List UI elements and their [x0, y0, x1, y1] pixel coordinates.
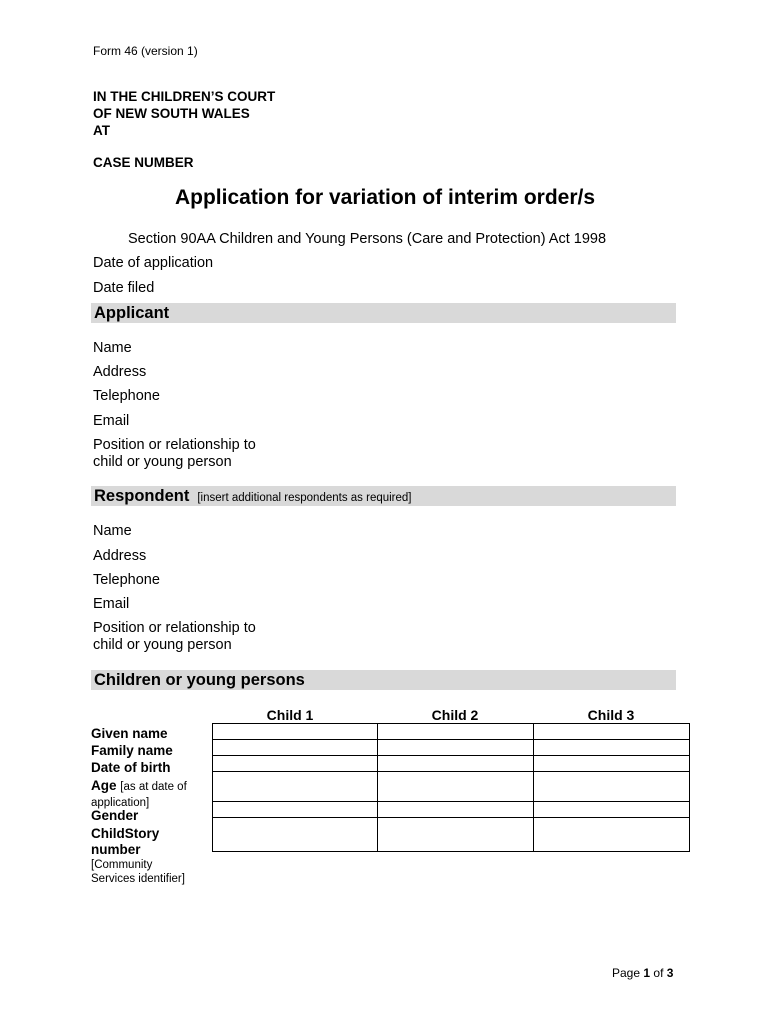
- given-name-label: Given name: [91, 726, 168, 741]
- age-note-line-2: application]: [91, 797, 150, 809]
- respondent-section-bar: [91, 486, 676, 506]
- respondent-note: [insert additional respondents as required]: [197, 492, 412, 504]
- applicant-position-line-2: child or young person: [93, 454, 232, 470]
- table-row-family-name: [213, 740, 690, 756]
- section-reference: Section 90AA Children and Young Persons (Care and Protection) Act 1998: [128, 231, 607, 247]
- court-heading: [93, 88, 275, 139]
- gender-child-3-cell[interactable]: [534, 802, 690, 818]
- date-of-birth-child-1-cell[interactable]: [213, 756, 378, 772]
- footer-page-word: Page: [612, 966, 641, 980]
- respondent-position-label: [93, 620, 256, 654]
- age-label: [91, 778, 187, 811]
- column-header-child-1: Child 1: [266, 707, 314, 723]
- childstory-label: [91, 826, 185, 886]
- family-name-child-1-cell[interactable]: [213, 740, 378, 756]
- table-row-childstory-number: [213, 818, 690, 852]
- footer-of-word: of: [653, 966, 664, 980]
- respondent-position-line-1: Position or relationship to: [93, 620, 256, 636]
- table-row-given-name: [213, 724, 690, 740]
- footer-total-pages: 3: [666, 966, 674, 980]
- respondent-name-label: Name: [93, 523, 132, 539]
- childstory-line-1: ChildStory: [91, 826, 160, 841]
- applicant-section-bar: [91, 303, 676, 323]
- age-label-text: Age: [91, 778, 117, 793]
- applicant-position-line-1: Position or relationship to: [93, 437, 256, 453]
- footer-current-page: 1: [643, 966, 651, 980]
- case-number-label: CASE NUMBER: [93, 155, 194, 170]
- childstory-line-2: number: [91, 842, 141, 857]
- table-row-gender: [213, 802, 690, 818]
- given-name-child-3-cell[interactable]: [534, 724, 690, 740]
- applicant-address-label: Address: [93, 364, 147, 380]
- childstory-note-line-2: Services identifier]: [91, 873, 185, 885]
- table-row-age: [213, 772, 690, 802]
- gender-child-1-cell[interactable]: [213, 802, 378, 818]
- respondent-position-line-2: child or young person: [93, 637, 232, 653]
- court-line-3: AT: [93, 123, 110, 138]
- applicant-heading: Applicant: [94, 304, 170, 322]
- children-heading: Children or young persons: [94, 671, 305, 689]
- respondent-telephone-label: Telephone: [93, 572, 160, 588]
- column-header-child-3: Child 3: [587, 707, 635, 723]
- applicant-email-label: Email: [93, 413, 130, 429]
- childstory-child-1-cell[interactable]: [213, 818, 378, 852]
- gender-label: Gender: [91, 808, 139, 823]
- respondent-address-label: Address: [93, 548, 147, 564]
- family-name-child-3-cell[interactable]: [534, 740, 690, 756]
- given-name-child-1-cell[interactable]: [213, 724, 378, 740]
- date-filed-label: Date filed: [93, 280, 155, 296]
- page-title: Application for variation of interim order/s: [174, 186, 596, 209]
- given-name-child-2-cell[interactable]: [378, 724, 534, 740]
- court-line-2: OF NEW SOUTH WALES: [93, 106, 250, 121]
- applicant-name-label: Name: [93, 340, 132, 356]
- childstory-child-3-cell[interactable]: [534, 818, 690, 852]
- respondent-heading-text: Respondent: [94, 487, 190, 505]
- table-row-date-of-birth: [213, 756, 690, 772]
- date-of-application-label: Date of application: [93, 255, 214, 271]
- children-table: [212, 723, 690, 852]
- column-header-child-2: Child 2: [431, 707, 479, 723]
- childstory-note-line-1: [Community: [91, 859, 153, 871]
- age-child-1-cell[interactable]: [213, 772, 378, 802]
- form-number: Form 46 (version 1): [93, 44, 198, 58]
- applicant-telephone-label: Telephone: [93, 388, 160, 404]
- date-of-birth-label: Date of birth: [91, 760, 171, 775]
- age-child-2-cell[interactable]: [378, 772, 534, 802]
- page-footer: [612, 966, 673, 980]
- children-section-bar: [91, 670, 676, 690]
- age-child-3-cell[interactable]: [534, 772, 690, 802]
- applicant-position-label: [93, 437, 256, 471]
- family-name-child-2-cell[interactable]: [378, 740, 534, 756]
- childstory-child-2-cell[interactable]: [378, 818, 534, 852]
- family-name-label: Family name: [91, 743, 173, 758]
- gender-child-2-cell[interactable]: [378, 802, 534, 818]
- date-of-birth-child-3-cell[interactable]: [534, 756, 690, 772]
- age-note-line-1: [as at date of: [120, 781, 187, 793]
- respondent-email-label: Email: [93, 596, 130, 612]
- respondent-heading: [94, 487, 412, 506]
- court-line-1: IN THE CHILDREN’S COURT: [93, 89, 276, 104]
- date-of-birth-child-2-cell[interactable]: [378, 756, 534, 772]
